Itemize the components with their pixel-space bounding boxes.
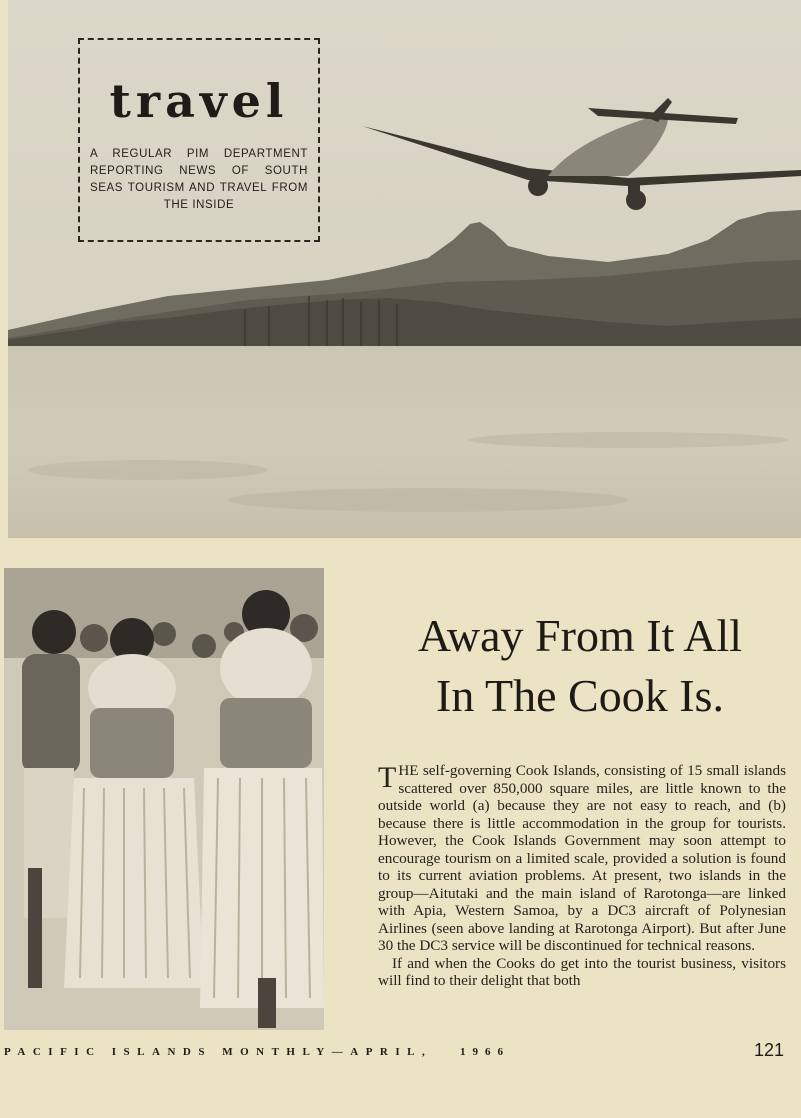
paragraph-2-text: If and when the Cooks do get into the tourist business, visitors will find to their delight that both [378,954,786,989]
department-title: travel [109,74,289,128]
issue-year: 1966 [460,1046,510,1058]
page-number: 121 [754,1040,785,1060]
department-box [78,38,320,242]
page-footer [0,1040,801,1070]
headline-line-1: Away From It All [417,610,743,661]
magazine-name: PACIFIC ISLANDS MONTHLY—APRIL, [4,1046,433,1058]
article-paragraph [378,762,786,955]
article-headline [360,606,800,726]
paragraph-1-text: HE self-governing Cook Islands, consisting of 15 small islands scattered over 850,000 square miles, are little known to the outside world (a) because they are not easy to reach, and (b) because there is little accommodation in the group for tourists. However, the Cook Islands Government may soon attempt to encourage tourism on a limited scale, provided a solution is found to its current aviation problems. At present, two islands in the group—Aitutaki and the main island of Rarotonga—are linked with Apia, Western Samoa, by a DC3 aircraft of Polynesian Airlines (seen above landing at Rarotonga Airport). But after June 30 the DC3 service will be discontinued for technical reasons. [378,762,786,954]
dancers-illustration [4,568,324,1030]
article-paragraph [378,955,786,990]
headline-line-2: In The Cook Is. [436,670,724,721]
article-body [378,762,786,990]
dancers-photo [4,568,324,1030]
department-description: A REGULAR PIM DEPARTMENT REPORTING NEWS OF SOUTH SEAS TOURISM AND TRAVEL FROM THE INSIDE [90,148,308,211]
drop-cap: T [378,761,397,794]
